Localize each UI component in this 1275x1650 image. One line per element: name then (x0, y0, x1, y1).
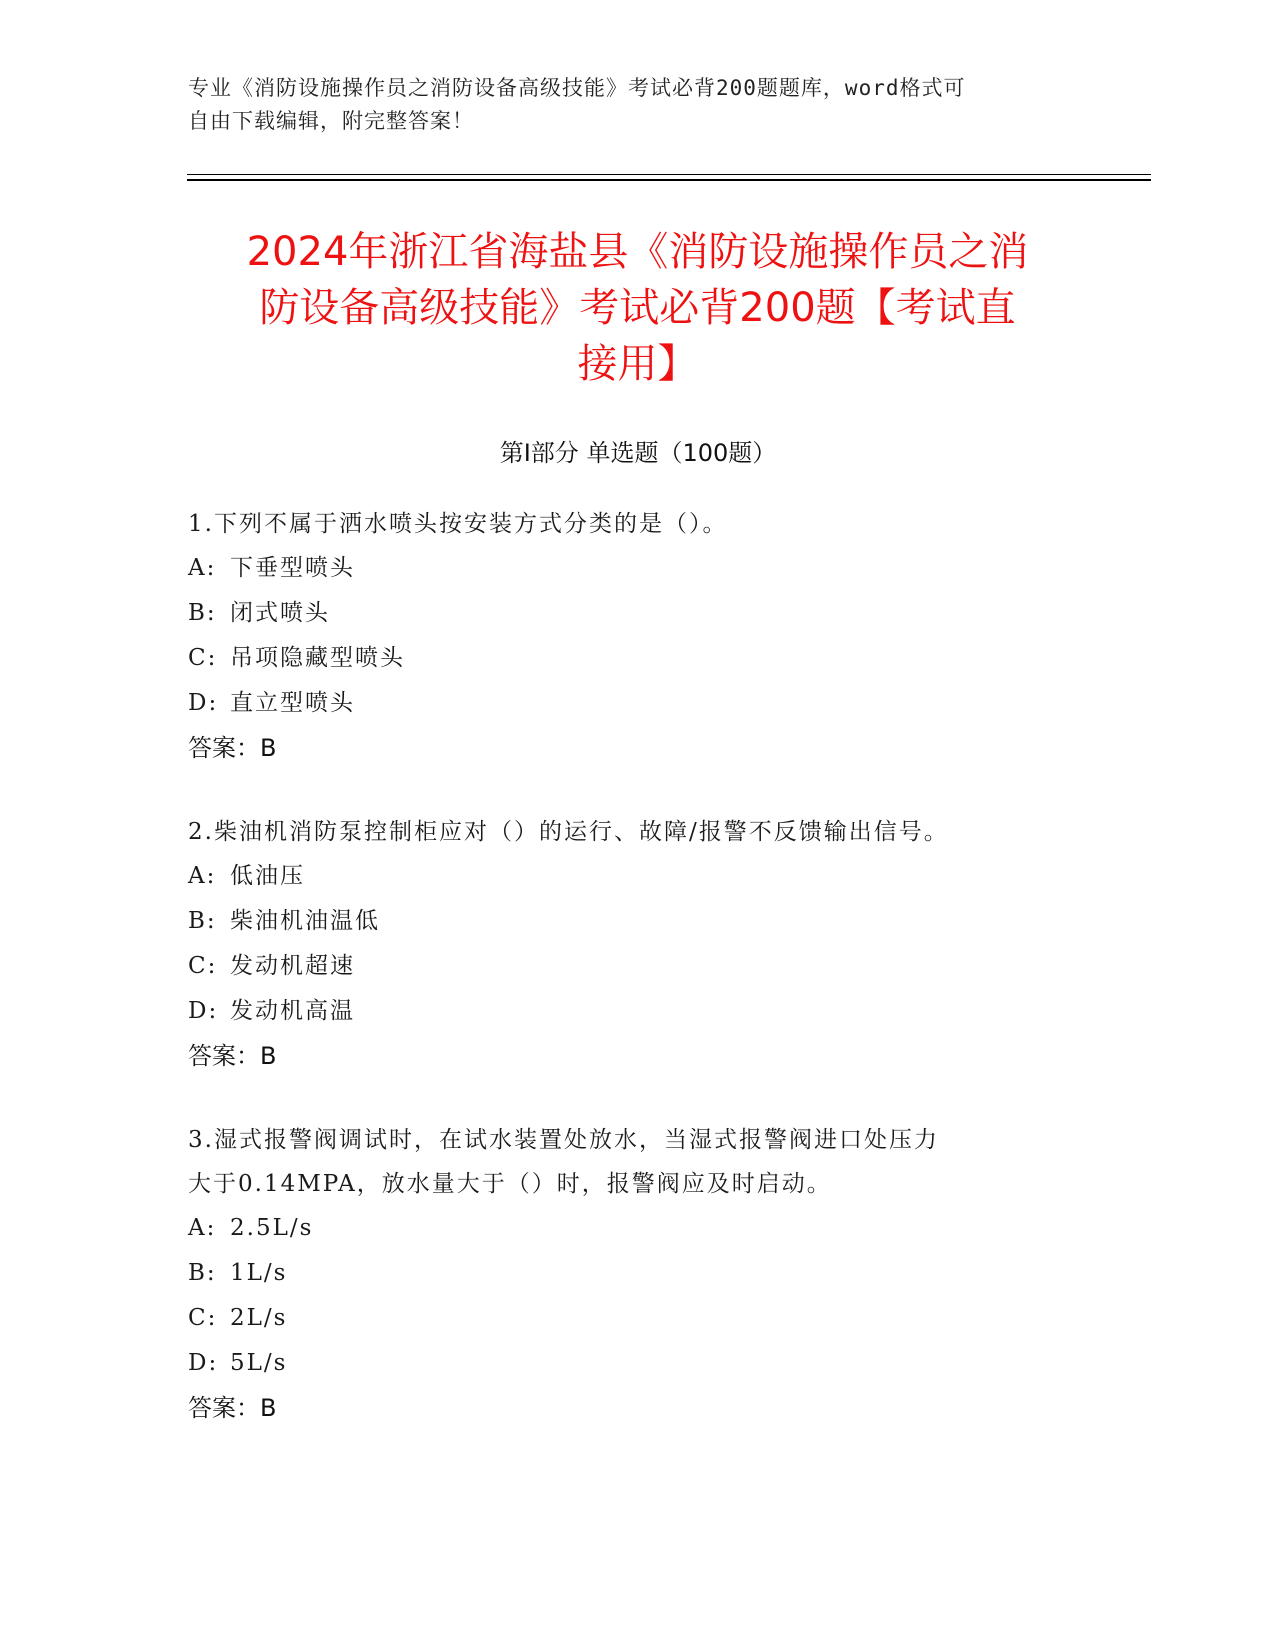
option-text: 5L/s (230, 1350, 288, 1376)
title-line-3: 接用】 (577, 341, 698, 387)
option-text: 直立型喷头 (230, 690, 355, 716)
option-text: 2.5L/s (230, 1215, 314, 1241)
option-key: A: (188, 555, 217, 581)
document-title (170, 224, 1105, 392)
question-3 (188, 1118, 1108, 1431)
option-text: 柴油机油温低 (230, 908, 380, 934)
option-key: B: (188, 600, 217, 626)
title-line-1: 2024年浙江省海盐县《消防设施操作员之消 (246, 229, 1029, 275)
answer: 答案：B (188, 1394, 277, 1422)
option-text: 1L/s (230, 1260, 288, 1286)
option-b (188, 899, 1108, 944)
option-key: C: (188, 645, 218, 671)
header-note (188, 72, 1068, 138)
option-d (188, 1341, 1108, 1386)
option-d (188, 681, 1108, 726)
section-title: 第I部分 单选题（100题） (499, 439, 777, 467)
option-text: 下垂型喷头 (230, 555, 355, 581)
option-text: 发动机高温 (230, 998, 355, 1024)
option-key: C: (188, 1305, 218, 1331)
option-a (188, 854, 1108, 899)
option-key: D: (188, 690, 219, 716)
option-key: B: (188, 1260, 217, 1286)
option-c (188, 1296, 1108, 1341)
option-a (188, 546, 1108, 591)
option-key: B: (188, 908, 217, 934)
option-key: A: (188, 863, 217, 889)
option-key: D: (188, 1350, 219, 1376)
question-stem: 2.柴油机消防泵控制柜应对（）的运行、故障/报警不反馈输出信号。 (188, 819, 949, 845)
option-key: A: (188, 1215, 217, 1241)
header-rule-thick (187, 179, 1151, 181)
option-text: 吊项隐藏型喷头 (230, 645, 405, 671)
option-text: 低油压 (230, 863, 305, 889)
option-b (188, 591, 1108, 636)
option-b (188, 1251, 1108, 1296)
option-text: 发动机超速 (230, 953, 355, 979)
option-key: C: (188, 953, 218, 979)
question-stem-line-2: 大于0.14MPA，放水量大于（）时，报警阀应及时启动。 (188, 1171, 832, 1197)
answer: 答案：B (188, 1042, 277, 1070)
option-c (188, 944, 1108, 989)
question-stem-line-1: 3.湿式报警阀调试时，在试水装置处放水，当湿式报警阀进口处压力 (188, 1127, 939, 1153)
header-note-line-2: 自由下载编辑，附完整答案！ (188, 109, 474, 133)
header-rule-thin (187, 174, 1151, 175)
header-note-line-1: 专业《消防设施操作员之消防设备高级技能》考试必背200题题库，word格式可 (188, 76, 966, 100)
title-line-2: 防设备高级技能》考试必背200题【考试直 (259, 285, 1016, 331)
option-c (188, 636, 1108, 681)
option-a (188, 1206, 1108, 1251)
question-2 (188, 810, 1108, 1079)
option-text: 2L/s (230, 1305, 288, 1331)
question-stem: 1.下列不属于洒水喷头按安装方式分类的是（）。 (188, 511, 728, 537)
option-key: D: (188, 998, 219, 1024)
option-d (188, 989, 1108, 1034)
question-1 (188, 502, 1108, 771)
answer: 答案：B (188, 734, 277, 762)
option-text: 闭式喷头 (230, 600, 330, 626)
